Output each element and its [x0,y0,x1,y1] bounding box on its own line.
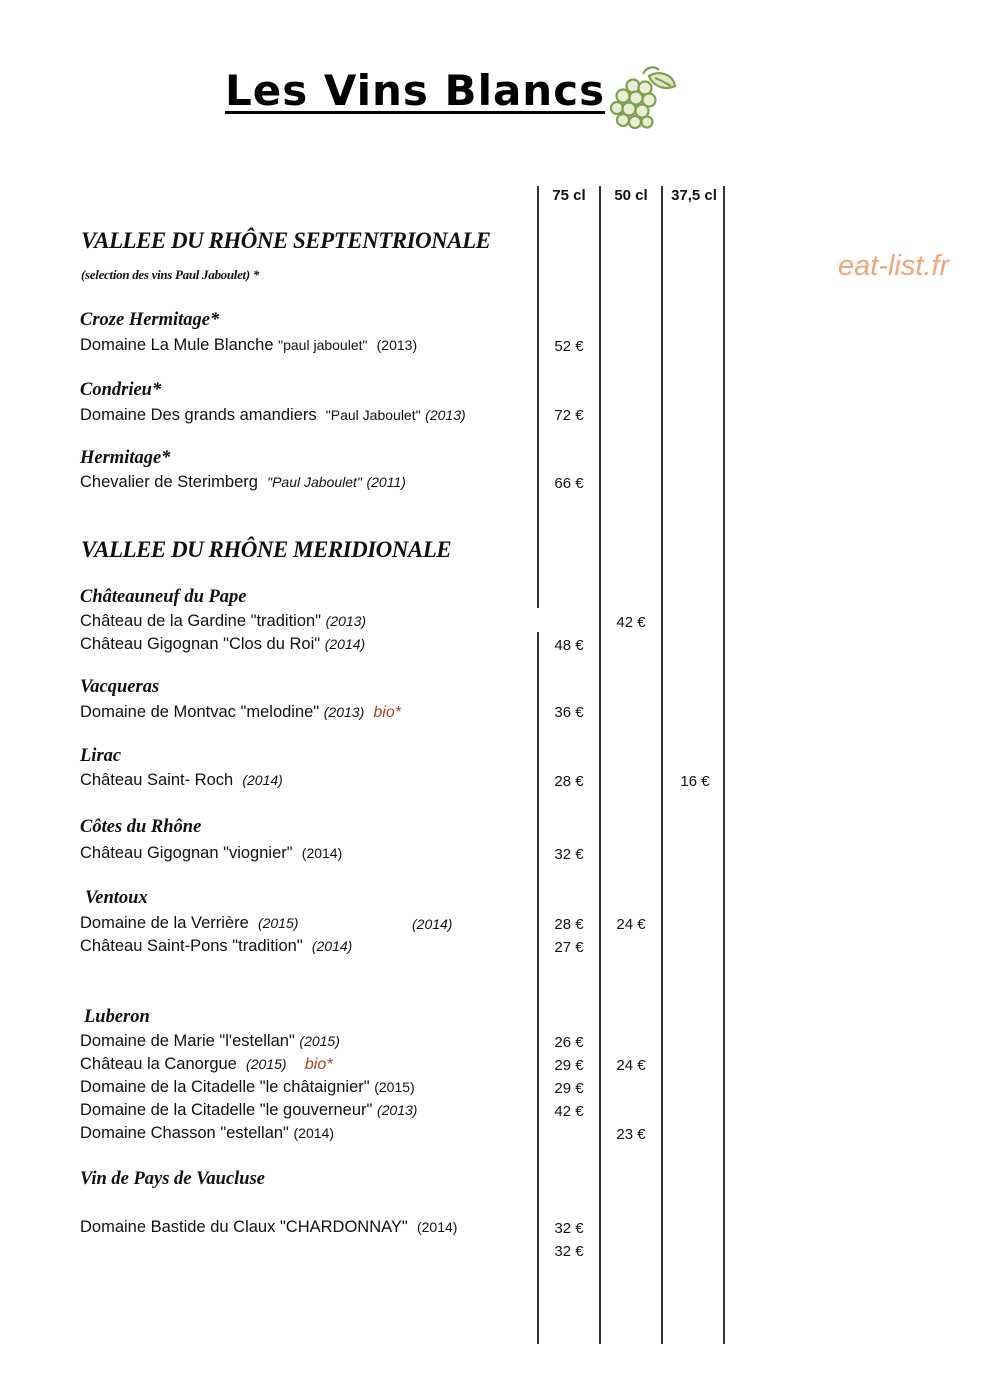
wine-name: Domaine de Marie "l'estellan" [80,1032,295,1050]
wine-name: Domaine de la Citadelle "le châtaignier" [80,1078,370,1096]
price-75cl: 28 € [554,916,584,933]
column-header-50cl: 50 cl [614,187,648,204]
wine-item [80,1124,334,1143]
wine-year: (2014) [324,636,366,652]
column-header-75cl: 75 cl [552,187,586,204]
region-title: VALLEE DU RHÔNE MERIDIONALE [81,537,452,562]
price-75cl: 27 € [554,939,584,956]
price-75cl: 36 € [554,704,584,721]
wine-year-alt: (2014) [412,916,453,932]
wine-name: Château de la Gardine "tradition" [80,612,322,630]
wine-item [80,612,366,631]
price-75cl: 32 € [554,846,584,863]
price-50cl: 42 € [616,614,646,631]
appellation-title: Vin de Pays de Vaucluse [80,1169,266,1189]
wine-year: (2014) [416,1219,458,1235]
column-divider [723,186,725,1344]
wine-year: (2014) [242,772,283,788]
appellation-title: Ventoux [85,888,148,908]
price-75cl: 26 € [554,1034,584,1051]
wine-producer: "Paul Jaboulet" [267,474,362,490]
wine-year: (2013) [323,704,365,720]
wine-name: Domaine de la Verrière [80,914,249,932]
column-divider [537,186,539,608]
appellation-title: Condrieu* [80,380,162,400]
wine-item [80,1055,332,1074]
column-divider [661,186,663,1344]
wine-name: Château Saint- Roch [80,771,234,789]
wine-year: (2014) [311,938,353,954]
appellation-title: Lirac [80,746,122,766]
price-75cl: 32 € [554,1220,584,1237]
wine-item [80,771,283,790]
price-37cl: 16 € [680,773,710,790]
wine-name: Château Gigognan "viognier" [80,844,293,862]
price-75cl: 29 € [554,1080,584,1097]
wine-name: Domaine Des grands amandiers [80,406,317,424]
wine-name: Domaine La Mule Blanche [80,336,274,354]
wine-item [80,914,298,933]
price-75cl: 66 € [554,475,584,492]
bio-label: bio* [373,704,401,721]
column-divider [599,186,601,1344]
wine-year: (2015) [299,1033,340,1049]
wine-item [80,703,401,722]
wine-year: (2013) [425,407,466,423]
column-divider [537,632,539,1344]
wine-year: (2013) [325,613,367,629]
wine-item [80,844,342,863]
wine-item [80,937,352,956]
wine-item [80,635,365,654]
wine-year: (2011) [366,474,406,490]
wine-name: Château Gigognan "Clos du Roi" [80,635,321,653]
wine-year: (2015) [374,1079,415,1095]
wine-year: (2014) [293,1125,334,1141]
appellation-title: Croze Hermitage* [80,310,220,330]
bio-label: bio* [304,1056,333,1073]
price-75cl: 48 € [554,637,584,654]
wine-name: Château la Canorgue [80,1055,237,1073]
wine-name: Chevalier de Sterimberg [80,473,258,491]
wine-producer: "Paul Jaboulet" [325,407,421,423]
wine-name: Domaine Bastide du Claux "CHARDONNAY" [80,1218,408,1236]
wine-item [80,406,466,425]
watermark: eat-list.fr [838,250,950,282]
wine-year: (2013) [376,1102,418,1118]
region-note: (selection des vins Paul Jaboulet) * [81,267,260,282]
wine-name: Château Saint-Pons "tradition" [80,937,303,955]
price-75cl: 32 € [554,1243,584,1260]
appellation-title: Vacqueras [80,677,160,697]
price-75cl: 72 € [554,407,584,424]
wine-item [80,336,417,355]
wine-year: (2015) [257,915,299,931]
wine-name: Domaine Chasson "estellan" [80,1124,289,1142]
wine-producer: "paul jaboulet" [278,337,368,353]
wine-item [80,1078,415,1097]
price-75cl: 52 € [554,338,584,355]
price-50cl: 24 € [616,1057,646,1074]
wine-year: (2014) [301,845,343,861]
region-title: VALLEE DU RHÔNE SEPTENTRIONALE [81,228,491,253]
appellation-title: Châteauneuf du Pape [80,587,247,607]
price-50cl: 24 € [616,916,646,933]
wine-year: (2013) [376,337,418,353]
wine-item [80,1032,340,1051]
appellation-title: Hermitage* [80,448,171,468]
appellation-title: Côtes du Rhône [80,817,202,837]
wine-name: Domaine de Montvac "melodine" [80,703,320,721]
wine-year: (2015) [246,1056,287,1072]
wine-item [80,1101,417,1120]
column-header-37cl: 37,5 cl [671,187,717,204]
wine-item [80,1218,457,1237]
price-50cl: 23 € [616,1126,646,1143]
price-75cl: 42 € [554,1103,584,1120]
grapes-icon [603,64,679,132]
appellation-title: Luberon [84,1007,150,1027]
price-75cl: 28 € [554,773,584,790]
wine-name: Domaine de la Citadelle "le gouverneur" [80,1101,373,1119]
wine-item [80,473,406,492]
page-title: Les Vins Blancs [225,66,606,115]
price-75cl: 29 € [554,1057,584,1074]
